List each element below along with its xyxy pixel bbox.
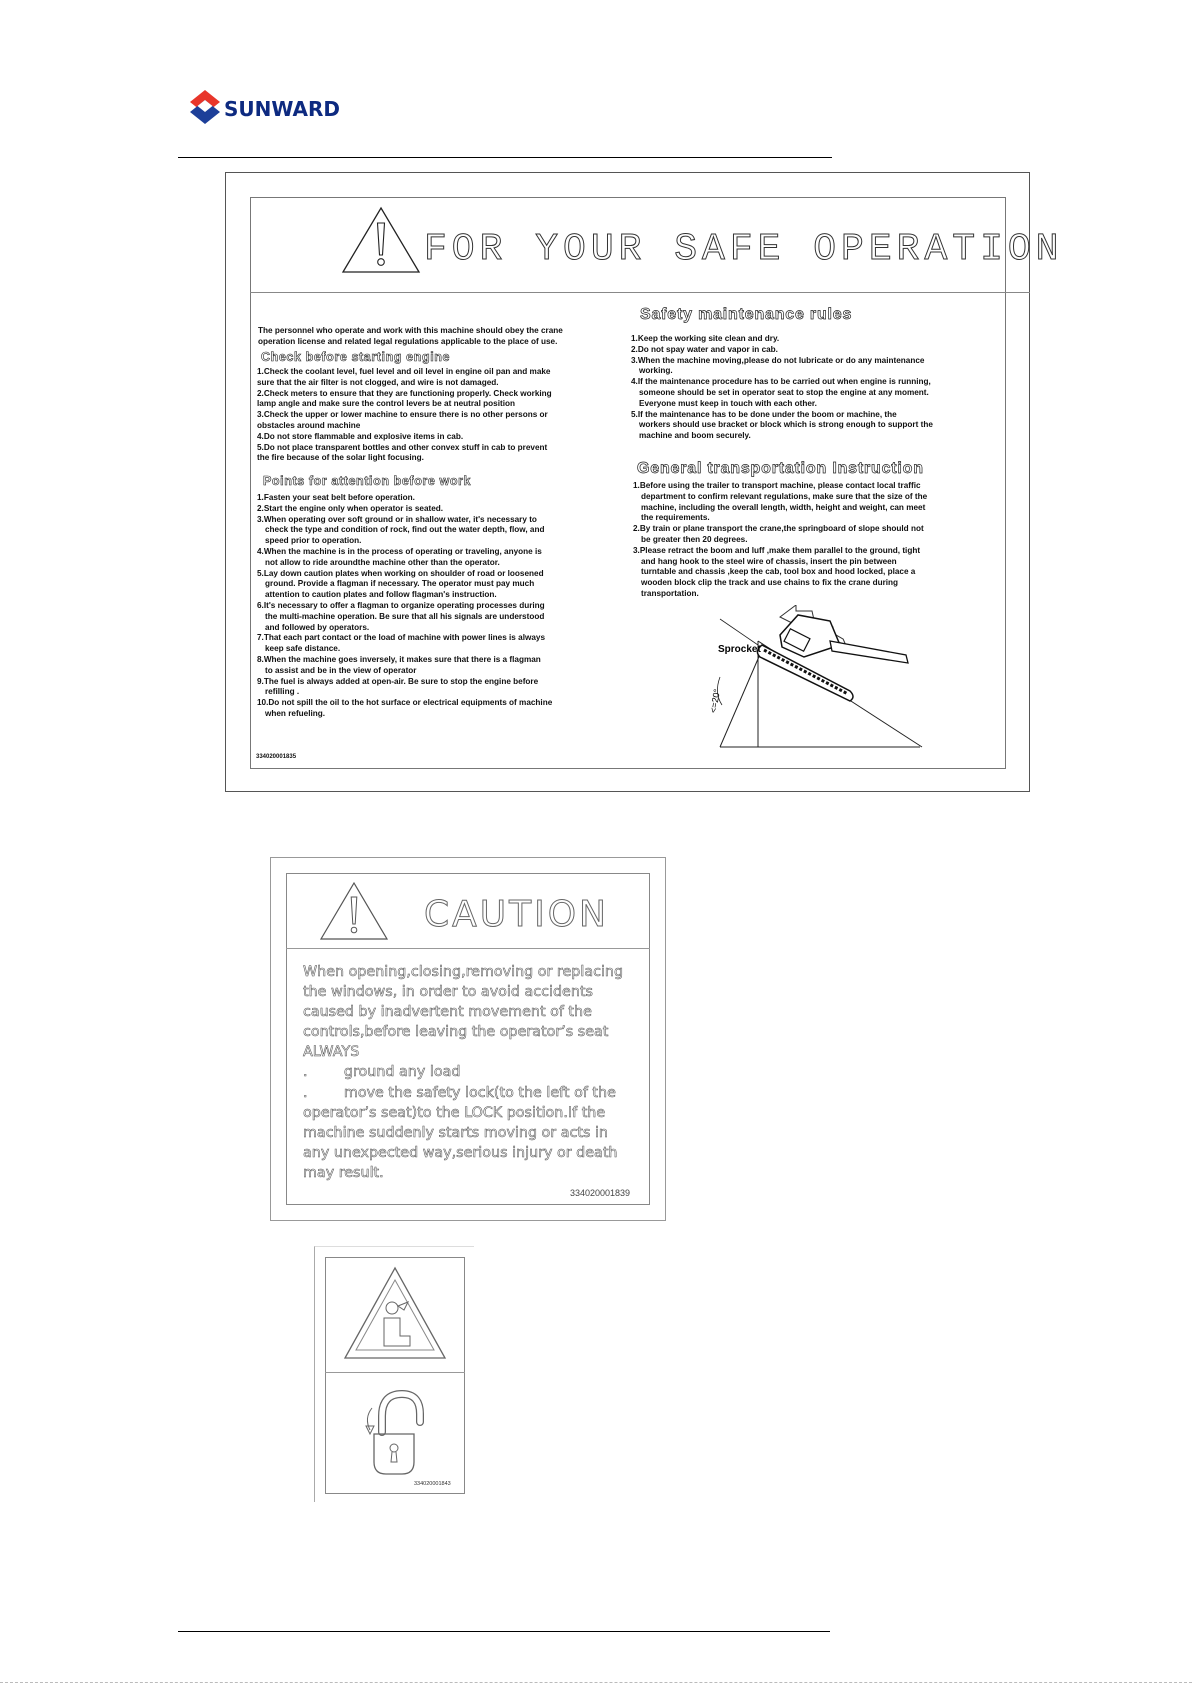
- caution-line: may result.: [303, 1164, 384, 1181]
- list-item: to assist and be in the view of operator: [265, 665, 417, 675]
- logo-mark-icon: [188, 88, 222, 126]
- angle-label: <=20°: [708, 688, 723, 714]
- list-item: obstacles around machine: [257, 420, 361, 430]
- list-item: the fire because of the solar light focusing.: [257, 453, 424, 463]
- caution-line: the windows, in order to avoid accidents: [303, 984, 593, 1001]
- list-item: 9.The fuel is always added at open-air. Be sure to stop the engine before: [257, 676, 539, 686]
- intro-text: [258, 326, 563, 348]
- logo-text: SUNWARD: [224, 97, 341, 121]
- list-item: 1.Fasten your seat belt before operation.: [257, 493, 415, 502]
- list-item: machine, including the overall length, width, height and weight, can meet: [641, 502, 926, 512]
- intro-line: operation license and related legal regulations applicable to the place of use.: [258, 336, 558, 346]
- list-item: 3.Check the upper or lower machine to ensure there is no other persons or: [257, 410, 548, 420]
- intro-line: The personnel who operate and work with this machine should obey the crane: [258, 326, 563, 335]
- list-item: 5.Do not place transparent bottles and other convex stuff in cab to prevent: [257, 442, 548, 452]
- transport-list: [633, 481, 927, 600]
- caution-line: any unexpected way,serious injury or death: [303, 1144, 618, 1161]
- list-item: 8.When the machine goes inversely, it makes sure that there is a flagman: [257, 654, 541, 664]
- list-item: turntable and chassis ,keep the cab, tool box and hood locked, place a: [641, 567, 916, 577]
- list-item: and followed by operators.: [265, 622, 370, 632]
- maintenance-heading: Safety maintenance rules: [640, 306, 853, 323]
- list-item: 1.Keep the working site clean and dry.: [631, 334, 780, 343]
- list-item: lamp angle and make sure the control levers be at neutral position: [257, 399, 515, 409]
- list-item: keep safe distance.: [265, 644, 341, 654]
- list-item: department to confirm relevant regulations, make sure that the size of the: [641, 491, 928, 501]
- crane-slope-illustration: [700, 605, 932, 753]
- list-item: 2.Do not spay water and vapor in cab.: [631, 344, 778, 354]
- points-heading: Points for attention before work: [263, 474, 472, 488]
- decal-divider: [325, 1372, 465, 1373]
- list-item: ground. Provide a flagman if necessary. The operator must pay much: [265, 579, 535, 589]
- caution-line: operator’s seat)to the LOCK position.If the: [303, 1104, 606, 1121]
- caution-line: . move the safety lock(to the left of the: [303, 1084, 616, 1101]
- caution-line: ALWAYS: [303, 1044, 360, 1061]
- operator-warning-icon: [340, 1262, 450, 1366]
- list-item: when refueling.: [265, 708, 326, 718]
- unlock-padlock-icon: [358, 1382, 438, 1482]
- transport-heading: General transportation Instruction: [637, 460, 924, 477]
- header-rule: [178, 157, 832, 158]
- decal-code: 334020001839: [570, 1188, 631, 1198]
- list-item: 1.Check the coolant level, fuel level and oil level in engine oil pan and make: [257, 367, 551, 376]
- list-item: 1.Before using the trailer to transport machine, please contact local traffic: [633, 481, 921, 490]
- list-item: 3.Please retract the boom and luff ,make them parallel to the ground, tight: [633, 545, 921, 555]
- sprocket-label: Sprocket: [718, 644, 761, 655]
- caution-line: machine suddenly starts moving or acts in: [303, 1124, 608, 1141]
- list-item: 2.Check meters to ensure that they are functioning properly. Check working: [257, 388, 552, 398]
- decal-code: 334020001843: [414, 1481, 451, 1487]
- list-item: 2.Start the engine only when operator is seated.: [257, 503, 444, 513]
- list-item: 10.Do not spill the oil to the hot surface or electrical equipments of machine: [257, 698, 553, 708]
- check-list: [257, 367, 552, 464]
- list-item: the multi-machine operation. Be sure that all his signals are understood: [265, 611, 545, 621]
- caution-line: . ground any load: [303, 1064, 461, 1081]
- footer-rule: [178, 1631, 830, 1632]
- maintenance-list: [631, 334, 933, 442]
- list-item: attention to caution plates and follow flagman's instruction.: [265, 590, 497, 600]
- list-item: and hang hook to the steel wire of chassis, insert the pin between: [641, 556, 897, 566]
- list-item: 4.When the machine is in the process of operating or traveling, anyone is: [257, 546, 542, 556]
- list-item: 4.If the maintenance procedure has to be carried out when engine is running,: [631, 377, 931, 387]
- list-item: transportation.: [641, 588, 699, 598]
- list-item: not allow to ride aroundthe machine other than the operator.: [265, 557, 500, 567]
- list-item: workers should use bracket or block which is strong enough to support the: [639, 420, 933, 430]
- list-item: working.: [639, 366, 673, 376]
- check-heading: Check before starting engine: [261, 350, 451, 364]
- warning-triangle-icon: [340, 205, 422, 275]
- caution-body: [303, 962, 623, 1183]
- list-item: Everyone must keep in touch with each other.: [639, 398, 817, 408]
- list-item: refilling .: [265, 687, 300, 697]
- list-item: 7.That each part contact or the load of machine with power lines is always: [257, 633, 545, 643]
- list-item: sure that the air filter is not clogged, and wire is not damaged.: [257, 377, 499, 387]
- safe-operation-title: FOR YOUR SAFE OPERATION: [424, 228, 1064, 271]
- list-item: 3.When operating over soft ground or in shallow water, it's necessary to: [257, 514, 537, 524]
- list-item: speed prior to operation.: [265, 536, 362, 546]
- list-item: 2.By train or plane transport the crane,the springboard of slope should not: [633, 524, 924, 534]
- page-edge: [0, 1682, 1192, 1683]
- list-item: check the type and condition of rock, find out the water depth, flow, and: [265, 525, 545, 535]
- caution-line: caused by inadvertent movement of the: [303, 1004, 592, 1021]
- decal-divider: [250, 292, 1030, 293]
- list-item: the requirements.: [641, 513, 710, 523]
- caution-line: controls,before leaving the operator’s seat: [303, 1024, 609, 1041]
- list-item: someone should be set in operator seat to stop the engine at any moment.: [639, 387, 929, 397]
- list-item: 4.Do not store flammable and explosive items in cab.: [257, 431, 464, 441]
- caution-title: CAUTION: [424, 894, 609, 935]
- caution-line: When opening,closing,removing or replacing: [303, 964, 624, 980]
- decal-code: 334020001835: [256, 754, 297, 760]
- list-item: 5.Lay down caution plates when working on shoulder of road or loosened: [257, 568, 544, 578]
- list-item: 6.It's necessary to offer a flagman to organize operating processes during: [257, 600, 545, 610]
- decal-divider: [286, 948, 650, 949]
- list-item: wooden block clip the track and use chains to fix the crane during: [641, 578, 899, 588]
- list-item: 3.When the machine moving,please do not lubricate or do any maintenance: [631, 355, 925, 365]
- points-list: [257, 493, 552, 720]
- list-item: 5.If the maintenance has to be done under the boom or machine, the: [631, 409, 897, 419]
- list-item: be greater then 20 degrees.: [641, 534, 748, 544]
- list-item: machine and boom securely.: [639, 431, 751, 441]
- warning-triangle-icon: [318, 880, 390, 942]
